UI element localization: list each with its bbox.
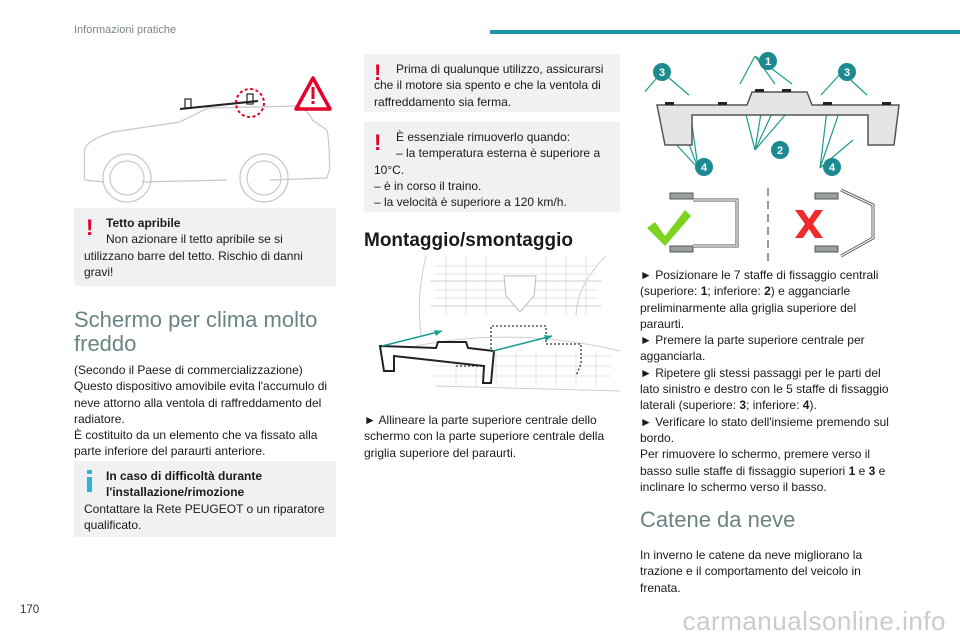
header-accent-bar [490,30,960,34]
warning-box-removal-conditions: ! È essenziale rimuoverlo quando: – la temperatura esterna è superiore a 10°C. – è in corso il traino. – la velocità è superiore a 120 km/h. [364,122,620,212]
callout-1: 1 [764,56,772,68]
snow-chains-text: In inverno le catene da neve migliorano la trazione e il comportamento del veicolo in frenata. [640,548,863,595]
mounting-steps [640,267,902,495]
step-verify: ► Verificare lo stato dell'insieme premendo sul bordo. [640,414,889,445]
exclamation-icon: ! [86,215,94,240]
section-header: Informazioni pratiche [74,24,177,36]
step-position-central: ► Posizionare le 7 staffe di fissaggio centrali (superiore: 1; inferiore: 2) e agganciarle preliminarmente alla griglia superiore del paraurti. [640,268,879,331]
exclamation-icon: ! [374,130,382,155]
watermark: carmanualsonline.info [682,606,946,636]
page-number: 170 [20,604,40,616]
warning-box-engine-off: ! Prima di qualunque utilizzo, assicurarsi che il motore sia spento e che la ventola di raffreddamento sia ferma. [364,54,620,112]
check-icon [647,210,691,246]
step-repeat-sides: ► Ripetere gli stessi passaggi per le parti del lato sinistro e destro con le 5 staffe di fissaggio laterali (superiore: 3; inferiore: 4). [640,365,889,413]
section-heading-snow-chains: Catene da neve [640,507,796,532]
mounting-step-1: ► Allineare la parte superiore centrale dello schermo con la parte superiore centrale della griglia superiore del paraurti. [364,413,605,460]
exclamation-icon: ! [374,60,382,85]
callout-3-left: 3 [658,67,666,79]
section-heading-cold-screen: Schermo per clima molto freddo [74,307,318,356]
callout-2: 2 [776,145,784,157]
step-press-top: ► Premere la parte superiore centrale per agganciarla. [640,333,865,364]
cross-icon [795,210,823,238]
warning-box-sunroof: ! Tetto apribile Non azionare il tetto apribile se si utilizzano barre del tetto. Rischio di danni gravi! [74,208,336,286]
callout-4-right: 4 [828,162,836,174]
cold-screen-description: (Secondo il Paese di commercializzazione) Questo dispositivo amovibile evita l'accumulo di neve attorno alla ventola di raffreddamento del radiatore. È costituito da un elemento che va fissato alla parte inferiore del paraurti anteriore. [74,363,328,459]
car-roof-bars-illustration [80,70,340,205]
fixing-clips-diagram [645,50,915,265]
callout-4-left: 4 [700,162,708,174]
callout-3-right: 3 [843,67,851,79]
bumper-screen-mounting-illustration [376,256,620,398]
section-heading-mounting: Montaggio/smontaggio [364,230,573,251]
removal-instructions: Per rimuovere lo schermo, premere verso il basso sulle staffe di fissaggio superiori 1 e 3 e inclinare lo schermo verso il basso. [640,447,886,494]
info-box-installation: In caso di difficoltà durante l'installazione/rimozione Contattare la Rete PEUGEOT o un riparatore qualificato. [74,461,336,537]
